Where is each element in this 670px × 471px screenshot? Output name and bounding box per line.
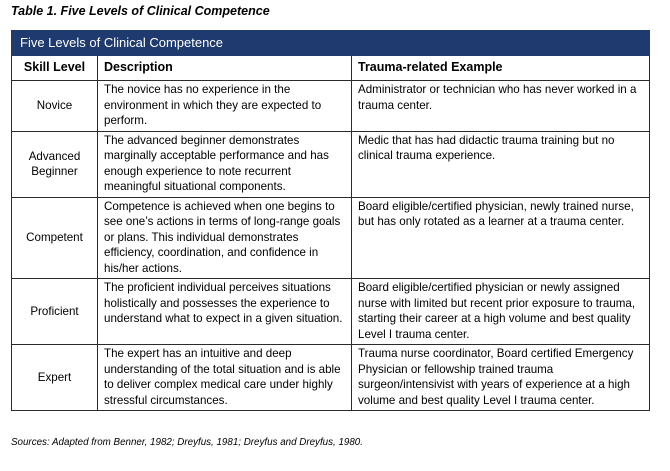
table-row bbox=[12, 345, 650, 411]
skill-level-cell: Novice bbox=[12, 81, 98, 132]
header-example: Trauma-related Example bbox=[352, 56, 650, 81]
skill-level-cell: Competent bbox=[12, 197, 98, 279]
description-cell: The expert has an intuitive and deep understanding of the total situation and is able to deliver complex medical care under highly stressful circumstances. bbox=[98, 345, 352, 411]
example-cell: Administrator or technician who has never worked in a trauma center. bbox=[352, 81, 650, 132]
header-description: Description bbox=[98, 56, 352, 81]
example-cell: Board eligible/certified physician, newly trained nurse, but has only rotated as a learner at a trauma center. bbox=[352, 197, 650, 279]
table-row bbox=[12, 197, 650, 279]
description-cell: The proficient individual perceives situations holistically and possesses the experience to understand what to expect in a given situation. bbox=[98, 279, 352, 345]
banner-row bbox=[12, 31, 650, 56]
skill-level-cell: Advanced Beginner bbox=[12, 131, 98, 197]
competence-table bbox=[11, 30, 650, 411]
competence-table-container bbox=[11, 30, 649, 411]
description-cell: The advanced beginner demonstrates marginally acceptable performance and has enough experience to note recurrent meaningful situational components. bbox=[98, 131, 352, 197]
example-cell: Trauma nurse coordinator, Board certified Emergency Physician or fellowship trained trauma surgeon/intensivist with years of experience at a high volume and best quality Level I trauma center. bbox=[352, 345, 650, 411]
sources-note: Sources: Adapted from Benner, 1982; Dreyfus, 1981; Dreyfus and Dreyfus, 1980. bbox=[11, 437, 363, 448]
description-cell: Competence is achieved when one begins to see one’s actions in terms of long-range goals or plans. This individual demonstrates efficiency, coordination, and confidence in his/her actions. bbox=[98, 197, 352, 279]
table-row bbox=[12, 279, 650, 345]
skill-level-cell: Expert bbox=[12, 345, 98, 411]
table-row bbox=[12, 81, 650, 132]
description-cell: The novice has no experience in the environment in which they are expected to perform. bbox=[98, 81, 352, 132]
example-cell: Medic that has had didactic trauma training but no clinical trauma experience. bbox=[352, 131, 650, 197]
table-banner: Five Levels of Clinical Competence bbox=[12, 31, 650, 56]
skill-level-cell: Proficient bbox=[12, 279, 98, 345]
table-caption: Table 1. Five Levels of Clinical Competence bbox=[11, 4, 270, 18]
header-row bbox=[12, 56, 650, 81]
header-skill-level: Skill Level bbox=[12, 56, 98, 81]
table-row bbox=[12, 131, 650, 197]
example-cell: Board eligible/certified physician or newly assigned nurse with limited but recent prior exposure to trauma, starting their career at a high volume and best quality Level I trauma center. bbox=[352, 279, 650, 345]
